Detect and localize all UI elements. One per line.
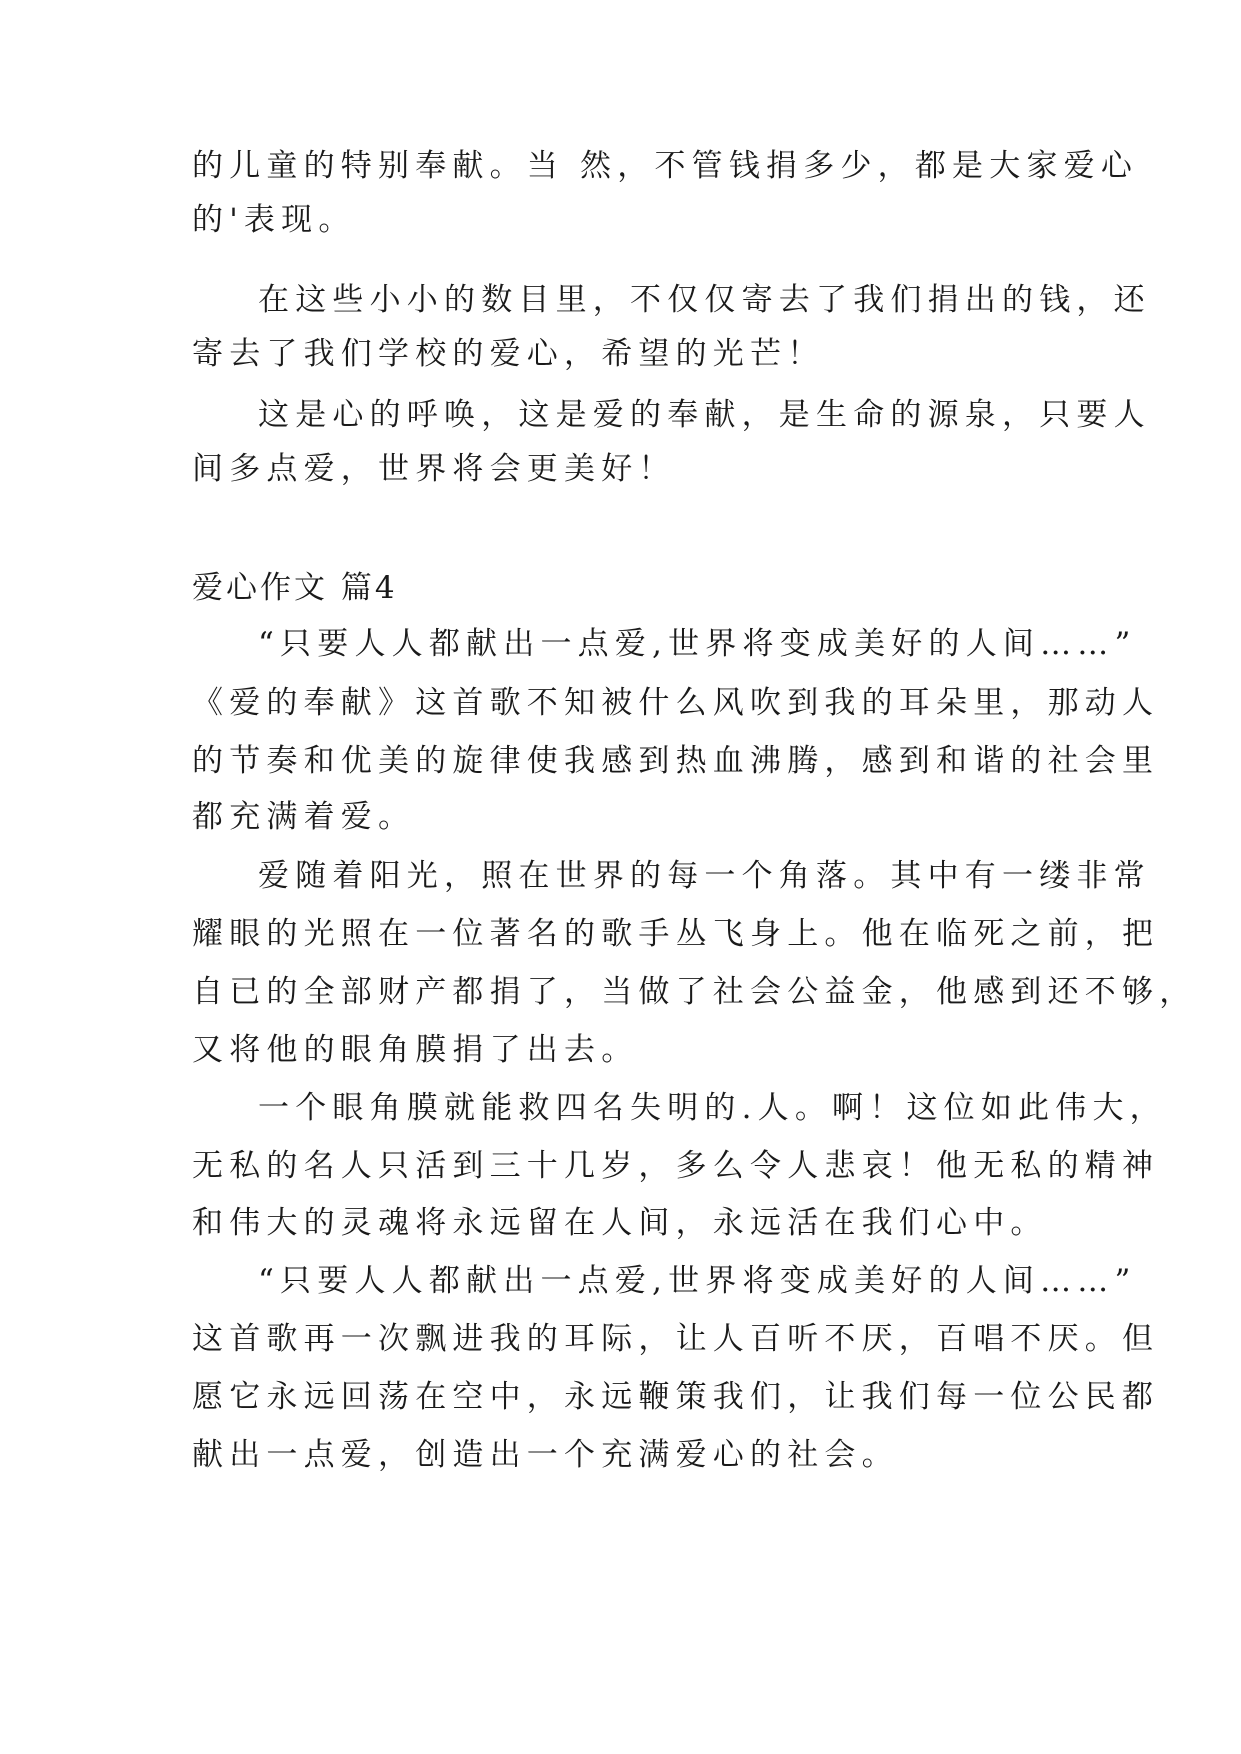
paragraph-line: 和伟大的灵魂将永远留在人间，永远活在我们心中。 — [192, 1205, 1048, 1241]
paragraph-line: 愿它永远回荡在空中，永远鞭策我们，让我们每一位公民都 — [192, 1379, 1160, 1415]
paragraph-line: 在这些小小的数目里，不仅仅寄去了我们捐出的钱，还 — [258, 282, 1151, 318]
paragraph-line: 寄去了我们学校的爱心，希望的光芒！ — [192, 336, 825, 372]
paragraph-line: 献出一点爱，创造出一个充满爱心的社会。 — [192, 1437, 899, 1473]
paragraph-line: 的儿童的特别奉献。当 然，不管钱捐多少，都是大家爱心 — [192, 148, 1139, 184]
paragraph-line: “只要人人都献出一点爱,世界将变成美好的人间……” — [258, 626, 1137, 662]
paragraph-line: 一个眼角膜就能救四名失明的.人。啊！这位如此伟大， — [258, 1090, 1167, 1126]
paragraph-line: 《爱的奉献》这首歌不知被什么风吹到我的耳朵里，那动人 — [192, 685, 1160, 721]
paragraph-line: 这首歌再一次飘进我的耳际，让人百听不厌，百唱不厌。但 — [192, 1321, 1160, 1357]
paragraph-line: 间多点爱，世界将会更美好！ — [192, 451, 676, 487]
paragraph-line: 又将他的眼角膜捐了出去。 — [192, 1032, 639, 1068]
paragraph-line: 这是心的呼唤，这是爱的奉献，是生命的源泉，只要人 — [258, 397, 1151, 433]
paragraph-line: 的节奏和优美的旋律使我感到热血沸腾，感到和谐的社会里 — [192, 743, 1160, 779]
paragraph-line: 都充满着爱。 — [192, 799, 416, 835]
paragraph-line: 爱随着阳光，照在世界的每一个角落。其中有一缕非常 — [258, 858, 1151, 894]
paragraph-line: “只要人人都献出一点爱,世界将变成美好的人间……” — [258, 1263, 1137, 1299]
paragraph-line: 自已的全部财产都捐了，当做了社会公益金，他感到还不够， — [192, 974, 1197, 1010]
paragraph-line: 的'表现。 — [192, 202, 356, 238]
paragraph-line: 无私的名人只活到三十几岁，多么令人悲哀！他无私的精神 — [192, 1148, 1160, 1184]
paragraph-line: 耀眼的光照在一位著名的歌手丛飞身上。他在临死之前，把 — [192, 916, 1160, 952]
section-heading: 爱心作文 篇4 — [192, 570, 398, 606]
